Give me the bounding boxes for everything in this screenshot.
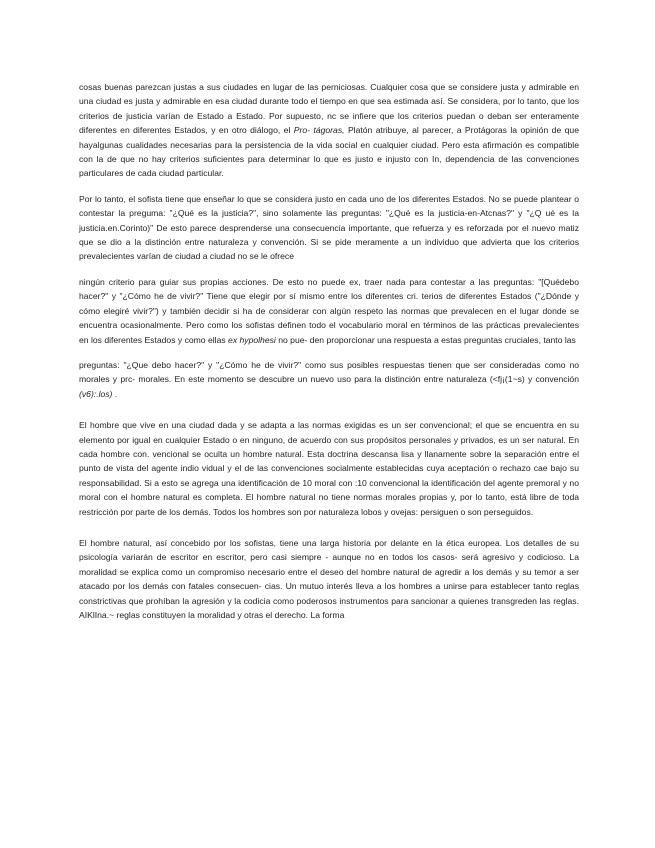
italic-text-run: (v6):.los) [79,388,113,399]
text-run: preguntas: "¿Que debo hacer?" y "¿Cómo he de vivir?" como sus posibles respuestas tienen que ser consideradas como no morales y prc- morales. En este momento se descubre un nuevo uso para la distinción entre naturaleza (<fj¡(1~s) y convención [79,359,579,385]
paragraph-1 [79,80,579,181]
paragraph-6 [79,536,579,622]
text-run: El hombre natural, así concebido por los sofistas, tiene una larga historia por delante en la ética europea. Los detalles de su psicología variarán de escritor en escritor, pero casi siempre - aunque no en todos los casos- será agresivo y codicioso. La moralidad se explica como un compromiso necesario entre el deseo del hombre natural de agredir a los demás y su temor a ser atacado por los demás con fatales consecuen- cias. Un mutuo interés lleva a los hombres a unirse para establecer tanto reglas constrictivas que prohíban la agresión y la codicia como poderosos instrumentos para sancionar a quienes transgreden las reglas. AIKlIna.~ reglas constituyen la moralidad y otras el derecho. La forma [79,537,579,620]
paragraph-5 [79,418,579,519]
paragraph-3 [79,275,579,347]
italic-text-run: ex hypolhesi [228,334,276,345]
body-text [79,80,579,633]
text-run: Por lo tanto, el sofista tiene que enseñar lo que se considera justo en cada uno de los diferentes Estados. No se puede plantear o contestar la preguma: "¿Qué es la justicia?", sino solamente las preguntas: "¿Qué es la justicia-en-Atcnas?" y "¿Q ué es la justicia.en.Corinto)" De esto parece desprenderse una consecuencia importante, que refuerza y es reforzada por el nuevo matiz que se dio a la distinción entre naturaleza y convención. Si se pide meramente a un individuo que advierta que los criterios prevalecientes varían de ciudad a ciudad no se le ofrece [79,193,579,262]
text-run: El hombre que vive en una ciudad dada y se adapta a las normas exigidas es un ser convencional; el que se encuentra en su elemento por igual en cualquier Estado o en ninguno, de acuerdo con sus propósitos personales y privados, es un ser natural. En cada hombre con. vencional se oculta un hombre natural. Esta doctrina descansa lisa y llanamente sobre la separación entre el punto de vista del agente indio vidual y el de las convenciones socialmente establecidas cuya aceptación o rechazo cae bajo su responsabilidad. Si a esto se agrega una identificación de 10 moral con :10 convencional la identificación del agente premoral y no moral con el hombre natural es completa. El hombre natural no tiene normas morales propias y, por lo tanto, está libre de toda restricción por parte de los demás. Todos los hombres son por naturaleza lobos y ovejas: persiguen o son perseguidos. [79,420,579,517]
paragraph-2 [79,192,579,264]
italic-text-run: Pro- tágoras, [293,125,345,136]
paragraph-4 [79,358,579,401]
text-run: . [112,388,118,399]
text-run: Platón atribuye, al parecer, a Protágoras la opinión de que hayalgunas cualidades necesarias para la persistencia de la vida social en cualquier ciudad. Pero esta afirmación es compatible con la de que no hay criterios suficientes para determinar lo que es justo e injusto con In, dependencia de las convenciones particulares de cada ciudad particular. [79,125,579,179]
text-run: no pue- den proporcionar una respuesta a estas preguntas cruciales, tanto las [275,334,576,345]
text-run: cosas buenas parezcan justas a sus ciudades en lugar de las perniciosas. Cualquier cosa que se considere justa y admirable en una ciudad es justa y admirable en esa ciudad durante todo el tiempo en que sea estimada así. Se considera, por lo tanto, que los criterios de justicia varían de Estado a Estado. Por supuesto, nc se infiere que los criterios puedan o deban ser enteramente diferentes en diferentes Estados, y en otro diálogo, el [79,82,579,136]
text-run: ningún criterio para guiar sus propias acciones. De esto no puede ex, traer nada para contestar a las preguntas: "[Quédebo hacer?" y "¿Cómo he de vivir?" Tiene que elegir por sí mismo entre los diferentes cri. terios de diferentes Estados ("¿Dónde y cómo elegiré vivir?") y también decidir si ha de considerar con algún respeto las normas que prevalecen en el lugar donde se encuentra ocasionalmente. Pero como los sofistas definen todo el vocabulario moral en términos de las prácticas prevalecientes en los diferentes Estados y como ellas [79,276,579,345]
